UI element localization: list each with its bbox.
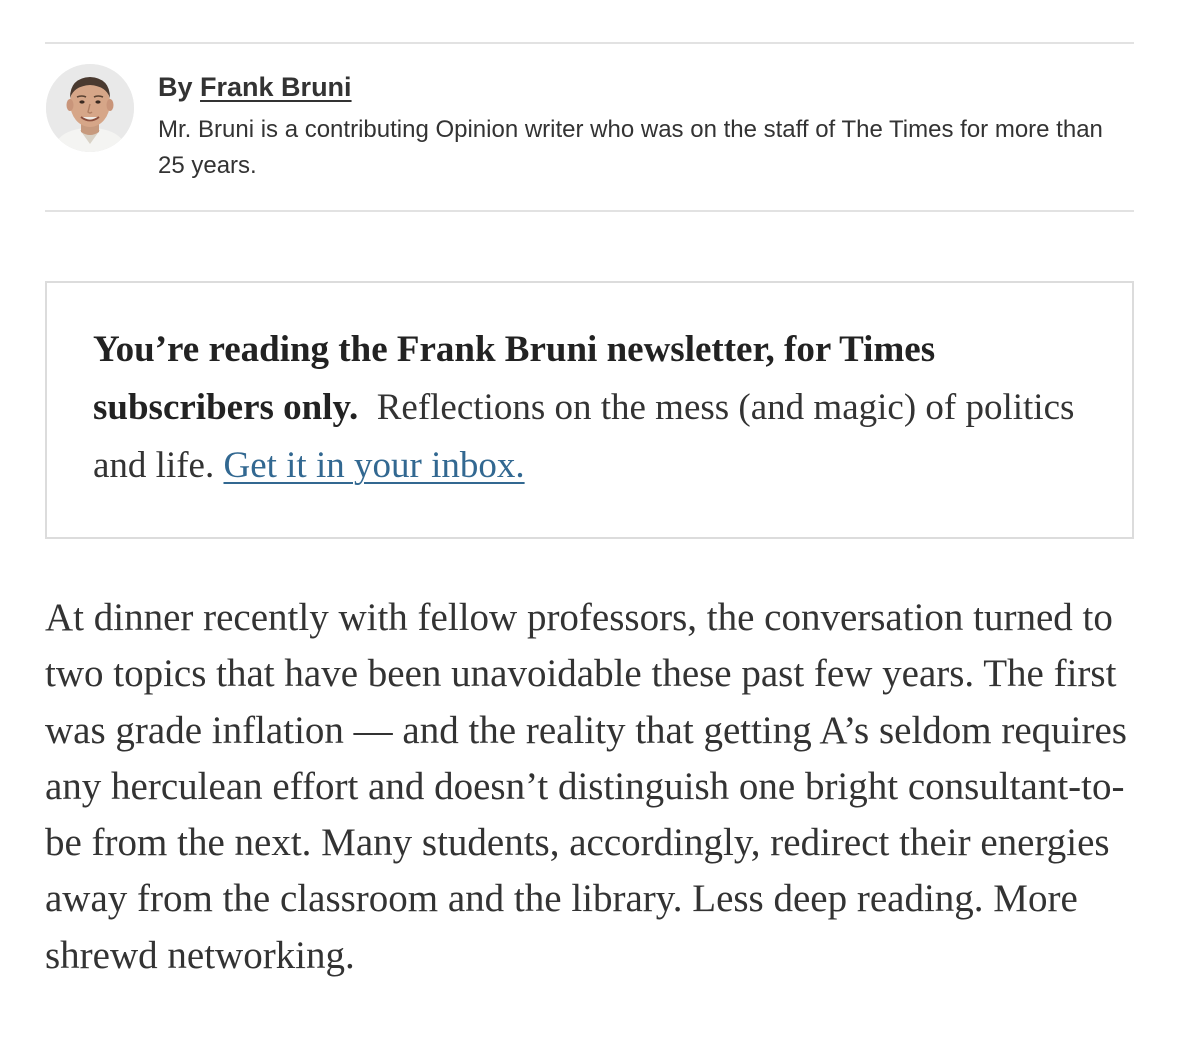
author-bio: Mr. Bruni is a contributing Opinion writer who was on the staff of The Times for more than 25 years. <box>158 116 1103 179</box>
author-avatar[interactable] <box>46 64 134 152</box>
article-paragraph: At dinner recently with fellow professors, the conversation turned to two topics that have been unavoidable these past few years. The first was grade inflation — and the reality that getting A’s seldom requires any herculean effort and doesn’t distinguish one bright consultant-to-be from the next. Many students, accordingly, redirect their energies away from the classroom and the library. Less deep reading. More shrewd networking. <box>45 596 1127 977</box>
byline-prefix: By <box>158 72 193 102</box>
newsletter-signup-link[interactable]: Get it in your inbox. <box>223 445 525 486</box>
top-divider <box>45 42 1134 44</box>
newsletter-promo-text <box>93 321 1093 495</box>
author-name-link[interactable]: Frank Bruni <box>200 72 352 102</box>
newsletter-promo-description: Reflections on the mess (and magic) of politics and life. <box>93 387 1075 486</box>
newsletter-promo-bold: You’re reading the Frank Bruni newsletter, for Times subscribers only. <box>93 329 936 428</box>
bottom-divider <box>45 210 1134 212</box>
byline-text <box>158 70 1134 184</box>
byline-heading <box>158 70 1134 104</box>
author-byline <box>45 62 1134 192</box>
author-photo-icon <box>46 64 134 152</box>
newsletter-promo-box <box>45 281 1134 539</box>
